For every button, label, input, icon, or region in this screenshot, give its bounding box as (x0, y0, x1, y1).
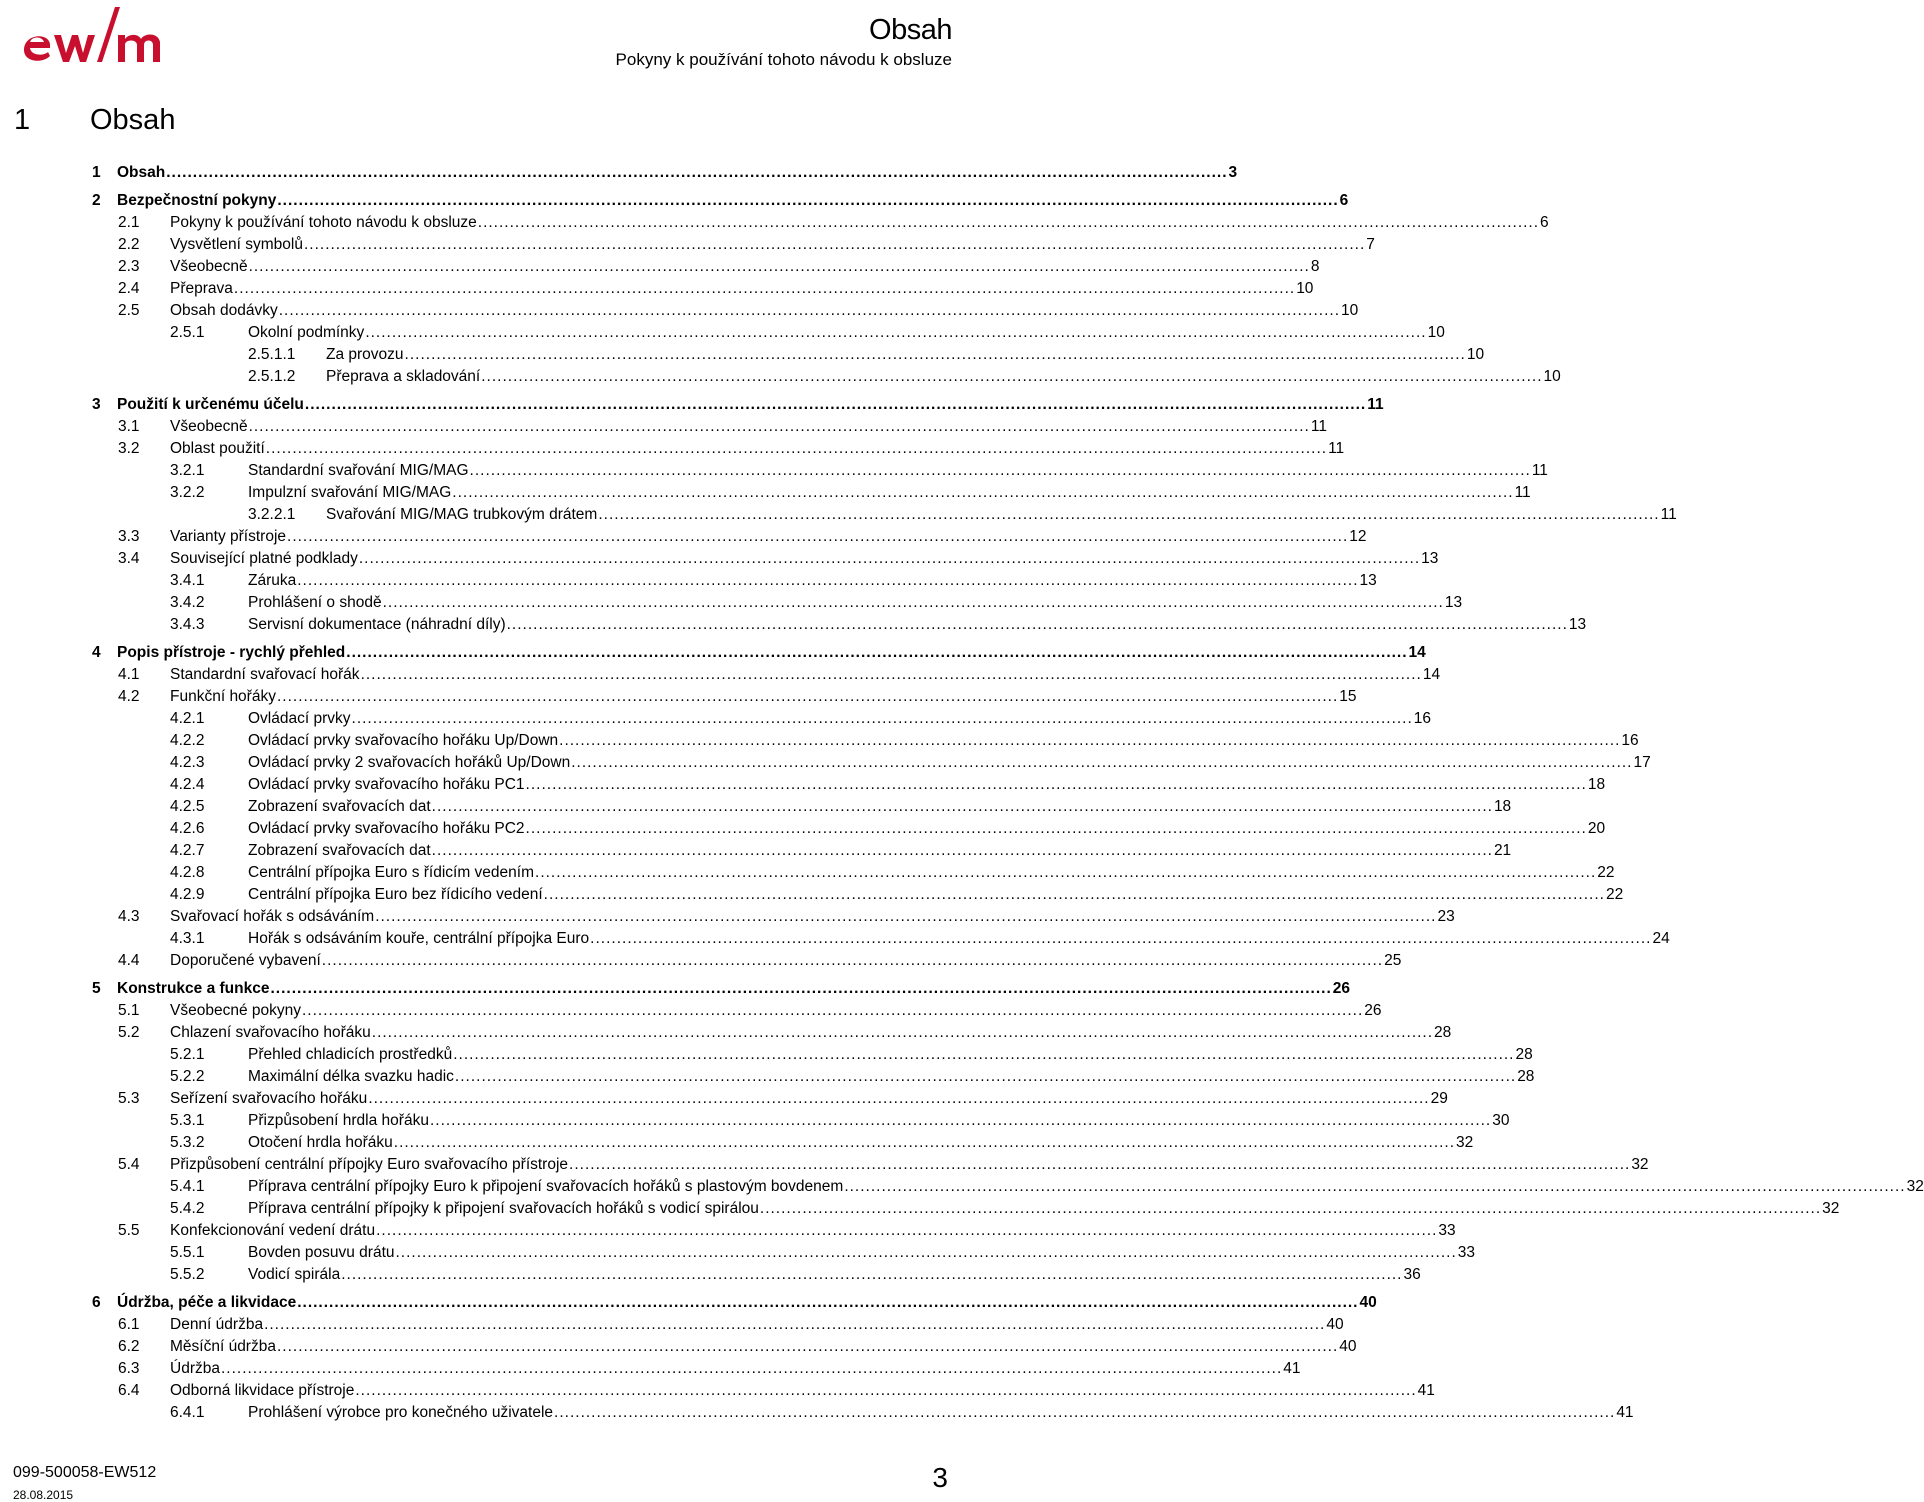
toc-entry-title: Související platné podklady (170, 549, 358, 567)
toc-leader-dots: ........................................................................................................................................................................................................ (166, 164, 1228, 181)
toc-leader-dots: ........................................................................................................................................................................................................ (264, 1316, 1326, 1334)
toc-leader-dots: ........................................................................................................................................................................................................ (543, 886, 1605, 904)
toc-entry-page: 7 (1366, 235, 1375, 253)
toc-leader-dots: ........................................................................................................................................................................................................ (276, 687, 1339, 705)
toc-entry-page: 11 (1531, 461, 1548, 479)
toc-leader-dots: ........................................................................................................................................................................................................ (382, 593, 1444, 611)
toc-entry-page: 21 (1493, 842, 1512, 859)
toc-entry-number: 3.4.3 (170, 616, 205, 633)
toc-entry-number: 2.3 (118, 257, 140, 275)
toc-leader-dots: ........................................................................................................................................................................................................ (453, 1045, 1515, 1063)
toc-entry-number: 4.2.1 (170, 709, 205, 727)
toc-entry-page: 11 (1310, 417, 1327, 435)
toc-entry-number: 4.3 (118, 908, 140, 926)
toc-entry-page: 10 (1296, 279, 1314, 297)
toc-leader-dots: ........................................................................................................................................................................................................ (341, 1266, 1403, 1284)
toc-entry-title: Centrální přípojka Euro bez řídicího vedení (248, 886, 543, 904)
toc-leader-dots: ........................................................................................................................................................................................................ (454, 1068, 1517, 1085)
toc-entry-number: 4.2.2 (170, 731, 205, 749)
toc-entry-page: 22 (1597, 864, 1615, 882)
toc-entry-page: 40 (1326, 1316, 1344, 1334)
toc-entry-number: 4.2.6 (170, 819, 205, 837)
toc-entry-number: 5.1 (118, 1001, 140, 1019)
toc-entry[interactable] (0, 1023, 1452, 1043)
toc-entry-page: 32 (1906, 1178, 1924, 1196)
toc-leader-dots: ........................................................................................................................................................................................................ (404, 345, 1466, 363)
toc-leader-dots: ........................................................................................................................................................................................................ (376, 1222, 1438, 1240)
toc-entry-page: 11 (1660, 505, 1677, 523)
toc-leader-dots: ........................................................................................................................................................................................................ (297, 1294, 1359, 1311)
toc-leader-dots: ........................................................................................................................................................................................................ (477, 213, 1540, 231)
toc-entry[interactable] (0, 1403, 1634, 1423)
header-title: Obsah (869, 14, 952, 46)
toc-entry-number: 1 (92, 164, 101, 181)
toc-entry-page: 11 (1367, 395, 1384, 413)
toc-entry-title: Použití k určenému účelu (117, 395, 304, 413)
toc-entry-title: Ovládací prvky svařovacího hořáku PC2 (248, 819, 525, 837)
toc-entry[interactable] (0, 1243, 1476, 1263)
toc-entry-title: Oblast použití (170, 439, 265, 457)
toc-entry[interactable] (0, 593, 1463, 613)
toc-entry-page: 16 (1621, 731, 1639, 749)
toc-leader-dots: ........................................................................................................................................................................................................ (429, 1112, 1492, 1130)
toc-entry-number: 5.3 (118, 1090, 140, 1108)
toc-entry-title: Varianty přístroje (170, 527, 287, 545)
toc-entry-page: 13 (1444, 593, 1463, 611)
toc-entry-title: Pokyny k používání tohoto návodu k obsluze (170, 213, 477, 231)
toc-entry-title: Bezpečnostní pokyny (117, 191, 277, 209)
toc-entry-number: 3.2.1 (170, 461, 205, 479)
toc-entry[interactable] (0, 461, 1548, 481)
toc-leader-dots: ........................................................................................................................................................................................................ (248, 417, 1310, 435)
toc-entry[interactable] (0, 367, 1561, 387)
toc-entry-page: 23 (1437, 908, 1455, 926)
toc-entry[interactable] (0, 417, 1327, 437)
toc-entry-number: 5.5 (118, 1222, 140, 1240)
toc-entry-number: 2.5.1.2 (248, 367, 296, 385)
toc-leader-dots: ........................................................................................................................................................................................................ (265, 439, 1328, 457)
toc-entry-title: Ovládací prvky 2 svařovacích hořáků Up/Down (248, 753, 571, 771)
toc-entry-page: 10 (1341, 301, 1359, 319)
toc-entry[interactable] (0, 257, 1320, 277)
toc-leader-dots: ........................................................................................................................................................................................................ (598, 505, 1660, 523)
toc-entry-number: 5.2 (118, 1023, 140, 1041)
toc-entry-number: 5.2.2 (170, 1068, 205, 1085)
toc-entry-title: Příprava centrální přípojky k připojení svařovacích hořáků s vodicí spirálou (248, 1200, 759, 1218)
toc-entry[interactable] (0, 863, 1615, 883)
toc-entry-title: Zobrazení svařovacích dat (248, 797, 431, 815)
toc-entry-page: 24 (1652, 930, 1670, 948)
toc-leader-dots: ........................................................................................................................................................................................................ (276, 1338, 1339, 1356)
toc-entry[interactable] (0, 709, 1432, 729)
toc-entry-page: 33 (1457, 1244, 1476, 1262)
toc-entry[interactable] (0, 1265, 1421, 1285)
toc-entry-title: Údržba, péče a likvidace (117, 1294, 297, 1311)
toc-leader-dots: ........................................................................................................................................................................................................ (220, 1360, 1283, 1378)
toc-entry-page: 41 (1283, 1360, 1301, 1378)
toc-entry-title: Všeobecně (170, 257, 248, 275)
page-number: 3 (932, 1462, 948, 1493)
toc-entry[interactable] (0, 323, 1445, 343)
toc-entry-title: Standardní svařování MIG/MAG (248, 461, 469, 479)
toc-entry-number: 6.1 (118, 1316, 140, 1334)
toc-leader-dots: ........................................................................................................................................................................................................ (248, 257, 1310, 275)
toc-entry[interactable] (0, 301, 1359, 321)
toc-entry-number: 2.5.1 (170, 323, 205, 341)
toc-entry[interactable] (0, 191, 1349, 211)
toc-leader-dots: ........................................................................................................................................................................................................ (351, 709, 1413, 727)
toc-leader-dots: ........................................................................................................................................................................................................ (844, 1178, 1906, 1196)
toc-entry[interactable] (0, 885, 1624, 905)
toc-entry-number: 5.4.1 (170, 1178, 205, 1196)
toc-entry[interactable] (0, 213, 1549, 233)
toc-entry-number: 6 (92, 1294, 101, 1311)
toc-entry-page: 32 (1631, 1156, 1649, 1174)
toc-entry-page: 18 (1587, 775, 1606, 793)
toc-entry-page: 12 (1349, 527, 1367, 545)
toc-entry[interactable] (0, 1001, 1382, 1021)
toc-entry-page: 22 (1605, 886, 1624, 904)
toc-entry-title: Impulzní svařování MIG/MAG (248, 483, 452, 501)
toc-entry[interactable] (0, 1293, 1377, 1313)
toc-entry-title: Vodicí spirála (248, 1266, 341, 1284)
toc-entry-number: 6.4.1 (170, 1404, 205, 1422)
toc-leader-dots: ........................................................................................................................................................................................................ (569, 1156, 1631, 1174)
toc-entry-page: 41 (1616, 1404, 1634, 1422)
toc-entry-page: 14 (1408, 643, 1426, 661)
toc-leader-dots: ........................................................................................................................................................................................................ (321, 952, 1384, 970)
toc-entry-title: Centrální přípojka Euro s řídicím vedením (248, 864, 535, 882)
toc-entry[interactable] (0, 731, 1639, 751)
toc-entry-page: 32 (1822, 1200, 1840, 1218)
document-date: 28.08.2015 (13, 1488, 74, 1502)
toc-entry[interactable] (0, 1315, 1344, 1335)
toc-entry[interactable] (0, 753, 1651, 773)
toc-entry[interactable] (0, 1337, 1357, 1357)
toc-entry-title: Svařování MIG/MAG trubkovým drátem (326, 505, 598, 523)
toc-entry[interactable] (0, 615, 1587, 635)
toc-entry[interactable] (0, 1199, 1840, 1219)
toc-entry-title: Ovládací prvky (248, 709, 351, 727)
toc-leader-dots: ........................................................................................................................................................................................................ (481, 367, 1543, 385)
toc-leader-dots: ........................................................................................................................................................................................................ (525, 819, 1587, 837)
toc-entry-title: Údržba (170, 1360, 220, 1378)
toc-entry-title: Ovládací prvky svařovacího hořáku Up/Down (248, 731, 559, 749)
ewm-logo (20, 4, 165, 64)
toc-entry-page: 11 (1328, 439, 1345, 457)
toc-leader-dots: ........................................................................................................................................................................................................ (554, 1404, 1616, 1422)
toc-entry-page: 30 (1492, 1112, 1510, 1130)
toc-entry-title: Doporučené vybavení (170, 952, 321, 970)
toc-entry[interactable] (0, 549, 1439, 569)
toc-entry[interactable] (0, 775, 1606, 795)
toc-entry[interactable] (0, 235, 1375, 255)
toc-leader-dots: ........................................................................................................................................................................................................ (368, 1090, 1430, 1108)
toc-entry-title: Záruka (248, 571, 297, 589)
toc-entry[interactable] (0, 643, 1426, 663)
toc-entry-page: 28 (1517, 1068, 1535, 1085)
toc-entry[interactable] (0, 951, 1402, 971)
toc-entry-number: 4.4 (118, 952, 140, 970)
toc-leader-dots: ........................................................................................................................................................................................................ (346, 643, 1408, 661)
toc-entry-title: Svařovací hořák s odsáváním (170, 908, 375, 926)
toc-entry[interactable] (0, 819, 1606, 839)
toc-entry-number: 4.1 (118, 665, 140, 683)
toc-entry-page: 8 (1310, 257, 1320, 275)
toc-entry-number: 6.3 (118, 1360, 140, 1378)
toc-entry-title: Přeprava a skladování (326, 367, 481, 385)
toc-entry-page: 28 (1434, 1023, 1452, 1041)
toc-leader-dots: ........................................................................................................................................................................................................ (525, 775, 1587, 793)
toc-entry-page: 32 (1456, 1134, 1474, 1152)
toc-entry-number: 3.1 (118, 417, 140, 435)
toc-entry-title: Odborná likvidace přístroje (170, 1382, 355, 1400)
toc-leader-dots: ........................................................................................................................................................................................................ (395, 1244, 1457, 1262)
toc-entry-page: 3 (1228, 164, 1238, 181)
toc-entry-page: 29 (1430, 1090, 1448, 1108)
toc-leader-dots: ........................................................................................................................................................................................................ (759, 1200, 1822, 1218)
toc-leader-dots: ........................................................................................................................................................................................................ (506, 616, 1568, 633)
toc-entry-number: 3.4 (118, 549, 140, 567)
toc-entry[interactable] (0, 345, 1485, 365)
toc-entry-title: Maximální délka svazku hadic (248, 1068, 454, 1085)
toc-leader-dots: ........................................................................................................................................................................................................ (431, 842, 1493, 859)
toc-entry-title: Denní údržba (170, 1316, 264, 1334)
toc-entry-title: Přeprava (170, 279, 233, 297)
toc-entry[interactable] (0, 687, 1357, 707)
toc-entry-page: 17 (1633, 753, 1651, 771)
toc-leader-dots: ........................................................................................................................................................................................................ (375, 908, 1437, 926)
toc-entry-page: 10 (1543, 367, 1561, 385)
toc-entry[interactable] (0, 527, 1367, 547)
toc-entry-title: Seřízení svařovacího hořáku (170, 1090, 368, 1108)
toc-entry[interactable] (0, 571, 1377, 591)
toc-entry[interactable] (0, 505, 1677, 525)
toc-entry-number: 4.2.7 (170, 842, 205, 859)
toc-entry-number: 4.2 (118, 687, 140, 705)
header-subtitle: Pokyny k používání tohoto návodu k obsluze (615, 50, 952, 69)
toc-leader-dots: ........................................................................................................................................................................................................ (287, 527, 1349, 545)
toc-entry-title: Všeobecné pokyny (170, 1001, 301, 1019)
chapter-heading (14, 104, 175, 137)
toc-entry-page: 13 (1568, 616, 1587, 633)
toc-entry[interactable] (0, 907, 1455, 927)
toc-entry-number: 5.5.1 (170, 1244, 205, 1262)
toc-entry-page: 15 (1339, 687, 1357, 705)
toc-entry[interactable] (0, 1089, 1448, 1109)
toc-entry-page: 36 (1403, 1266, 1421, 1284)
toc-leader-dots: ........................................................................................................................................................................................................ (365, 323, 1427, 341)
toc-entry-page: 40 (1339, 1338, 1357, 1356)
toc-entry[interactable] (0, 1359, 1301, 1379)
toc-entry-title: Funkční hořáky (170, 687, 276, 705)
toc-entry-number: 4.2.8 (170, 864, 205, 882)
toc-entry[interactable] (0, 1177, 1924, 1197)
toc-entry-title: Přehled chladicích prostředků (248, 1045, 453, 1063)
toc-entry-number: 5.5.2 (170, 1266, 205, 1284)
toc-leader-dots: ........................................................................................................................................................................................................ (559, 731, 1621, 749)
toc-entry-page: 18 (1493, 797, 1512, 815)
toc-entry-title: Okolní podmínky (248, 323, 365, 341)
toc-entry-page: 13 (1421, 549, 1439, 567)
toc-entry-number: 2.1 (118, 213, 140, 231)
toc-entry[interactable] (0, 1111, 1510, 1131)
toc-entry-title: Vysvětlení symbolů (170, 235, 303, 253)
toc-entry-number: 6.4 (118, 1382, 140, 1400)
toc-entry-number: 3.3 (118, 527, 140, 545)
toc-leader-dots: ........................................................................................................................................................................................................ (452, 483, 1514, 501)
toc-leader-dots: ........................................................................................................................................................................................................ (590, 930, 1652, 948)
toc-entry[interactable] (0, 1381, 1435, 1401)
toc-entry-number: 4.2.5 (170, 797, 205, 815)
toc-entry-number: 2.5.1.1 (248, 345, 296, 363)
toc-entry-page: 41 (1417, 1382, 1435, 1400)
toc-entry-title: Prohlášení o shodě (248, 593, 382, 611)
toc-leader-dots: ........................................................................................................................................................................................................ (535, 864, 1597, 882)
toc-entry-title: Popis přístroje - rychlý přehled (117, 643, 346, 661)
toc-entry-page: 14 (1422, 665, 1441, 683)
toc-entry-title: Standardní svařovací hořák (170, 665, 360, 683)
toc-entry-page: 26 (1364, 1001, 1382, 1019)
toc-entry-number: 3.2 (118, 439, 140, 457)
toc-entry-page: 6 (1540, 213, 1549, 231)
toc-leader-dots: ........................................................................................................................................................................................................ (431, 797, 1493, 815)
toc-entry-number: 5.4 (118, 1156, 140, 1174)
toc-entry[interactable] (0, 483, 1531, 503)
toc-entry[interactable] (0, 929, 1670, 949)
toc-entry-title: Ovládací prvky svařovacího hořáku PC1 (248, 775, 525, 793)
chapter-number: 1 (14, 104, 31, 136)
toc-entry-number: 5.3.2 (170, 1134, 205, 1152)
toc-entry-number: 6.2 (118, 1338, 140, 1356)
toc-entry-title: Bovden posuvu drátu (248, 1244, 395, 1262)
toc-entry-number: 3.2.2 (170, 483, 205, 501)
toc-entry-page: 11 (1514, 483, 1531, 501)
toc-entry-number: 4 (92, 643, 101, 661)
toc-entry-title: Příprava centrální přípojky Euro k připojení svařovacích hořáků s plastovým bovdenem (248, 1178, 844, 1196)
toc-entry-number: 5.4.2 (170, 1200, 205, 1218)
toc-entry-page: 28 (1515, 1045, 1533, 1063)
toc-entry[interactable] (0, 1133, 1474, 1153)
toc-entry-number: 3.4.2 (170, 593, 205, 611)
toc-entry-title: Obsah (117, 164, 166, 181)
toc-leader-dots: ........................................................................................................................................................................................................ (278, 301, 1340, 319)
toc-entry-number: 2.4 (118, 279, 140, 297)
toc-entry-page: 26 (1332, 979, 1350, 997)
toc-entry-page: 10 (1427, 323, 1445, 341)
toc-entry[interactable] (0, 979, 1350, 999)
toc-entry-number: 3.2.2.1 (248, 505, 296, 523)
toc-entry-title: Konfekcionování vedení drátu (170, 1222, 376, 1240)
toc-leader-dots: ........................................................................................................................................................................................................ (371, 1023, 1434, 1041)
toc-entry-number: 4.2.9 (170, 886, 205, 904)
toc-entry-title: Prohlášení výrobce pro konečného uživatele (248, 1404, 554, 1422)
toc-leader-dots: ........................................................................................................................................................................................................ (469, 461, 1531, 479)
toc-entry-number: 4.2.4 (170, 775, 205, 793)
toc-entry-title: Obsah dodávky (170, 301, 278, 319)
toc-leader-dots: ........................................................................................................................................................................................................ (277, 191, 1339, 209)
toc-entry-title: Přizpůsobení hrdla hořáku (248, 1112, 429, 1130)
toc-entry[interactable] (0, 1045, 1533, 1065)
toc-entry-number: 5.2.1 (170, 1045, 205, 1063)
toc-leader-dots: ........................................................................................................................................................................................................ (303, 235, 1366, 253)
toc-entry-title: Zobrazení svařovacích dat (248, 842, 431, 859)
document-code: 099-500058-EW512 (13, 1464, 157, 1481)
toc-entry-number: 2.2 (118, 235, 140, 253)
toc-leader-dots: ........................................................................................................................................................................................................ (393, 1134, 1456, 1152)
toc-entry-number: 2.5 (118, 301, 140, 319)
toc-entry-page: 16 (1413, 709, 1432, 727)
toc-entry[interactable] (0, 279, 1314, 299)
toc-entry[interactable] (0, 163, 1238, 183)
toc-entry[interactable] (0, 1155, 1649, 1175)
toc-entry-page: 13 (1359, 571, 1377, 589)
toc-entry-title: Chlazení svařovacího hořáku (170, 1023, 371, 1041)
toc-entry[interactable] (0, 1067, 1535, 1087)
toc-leader-dots: ........................................................................................................................................................................................................ (358, 549, 1421, 567)
toc-entry-page: 40 (1359, 1294, 1377, 1311)
toc-entry-number: 5.3.1 (170, 1112, 205, 1130)
toc-entry-page: 6 (1339, 191, 1349, 209)
toc-entry-page: 10 (1466, 345, 1485, 363)
toc-entry-number: 4.2.3 (170, 753, 205, 771)
toc-leader-dots: ........................................................................................................................................................................................................ (270, 979, 1332, 997)
toc-entry-number: 4.3.1 (170, 930, 205, 948)
toc-entry-title: Servisní dokumentace (náhradní díly) (248, 616, 506, 633)
toc-entry-page: 20 (1587, 819, 1606, 837)
toc-entry[interactable] (0, 665, 1441, 685)
toc-entry-title: Konstrukce a funkce (117, 979, 270, 997)
toc-leader-dots: ........................................................................................................................................................................................................ (304, 395, 1367, 413)
toc-entry-title: Měsíční údržba (170, 1338, 276, 1356)
toc-entry[interactable] (0, 439, 1345, 459)
toc-entry-number: 5 (92, 979, 101, 997)
toc-entry-number: 3.4.1 (170, 571, 205, 589)
toc-leader-dots: ........................................................................................................................................................................................................ (233, 279, 1296, 297)
toc-entry-page: 25 (1384, 952, 1402, 970)
toc-entry-number: 3 (92, 395, 101, 413)
chapter-title: Obsah (90, 104, 176, 136)
toc-leader-dots: ........................................................................................................................................................................................................ (360, 665, 1422, 683)
toc-entry-title: Za provozu (326, 345, 404, 363)
toc-leader-dots: ........................................................................................................................................................................................................ (571, 753, 1633, 771)
toc-leader-dots: ........................................................................................................................................................................................................ (355, 1382, 1417, 1400)
toc-entry-title: Všeobecně (170, 417, 248, 435)
toc-entry-page: 33 (1438, 1222, 1456, 1240)
toc-leader-dots: ........................................................................................................................................................................................................ (297, 571, 1359, 589)
toc-entry-title: Hořák s odsáváním kouře, centrální přípojka Euro (248, 930, 590, 948)
toc-entry[interactable] (0, 841, 1512, 861)
toc-entry[interactable] (0, 797, 1512, 817)
toc-entry[interactable] (0, 395, 1384, 415)
toc-entry-number: 2 (92, 191, 101, 209)
toc-entry-title: Přizpůsobení centrální přípojky Euro svařovacího přístroje (170, 1156, 569, 1174)
toc-entry[interactable] (0, 1221, 1456, 1241)
toc-leader-dots: ........................................................................................................................................................................................................ (301, 1001, 1364, 1019)
toc-entry-title: Otočení hrdla hořáku (248, 1134, 393, 1152)
